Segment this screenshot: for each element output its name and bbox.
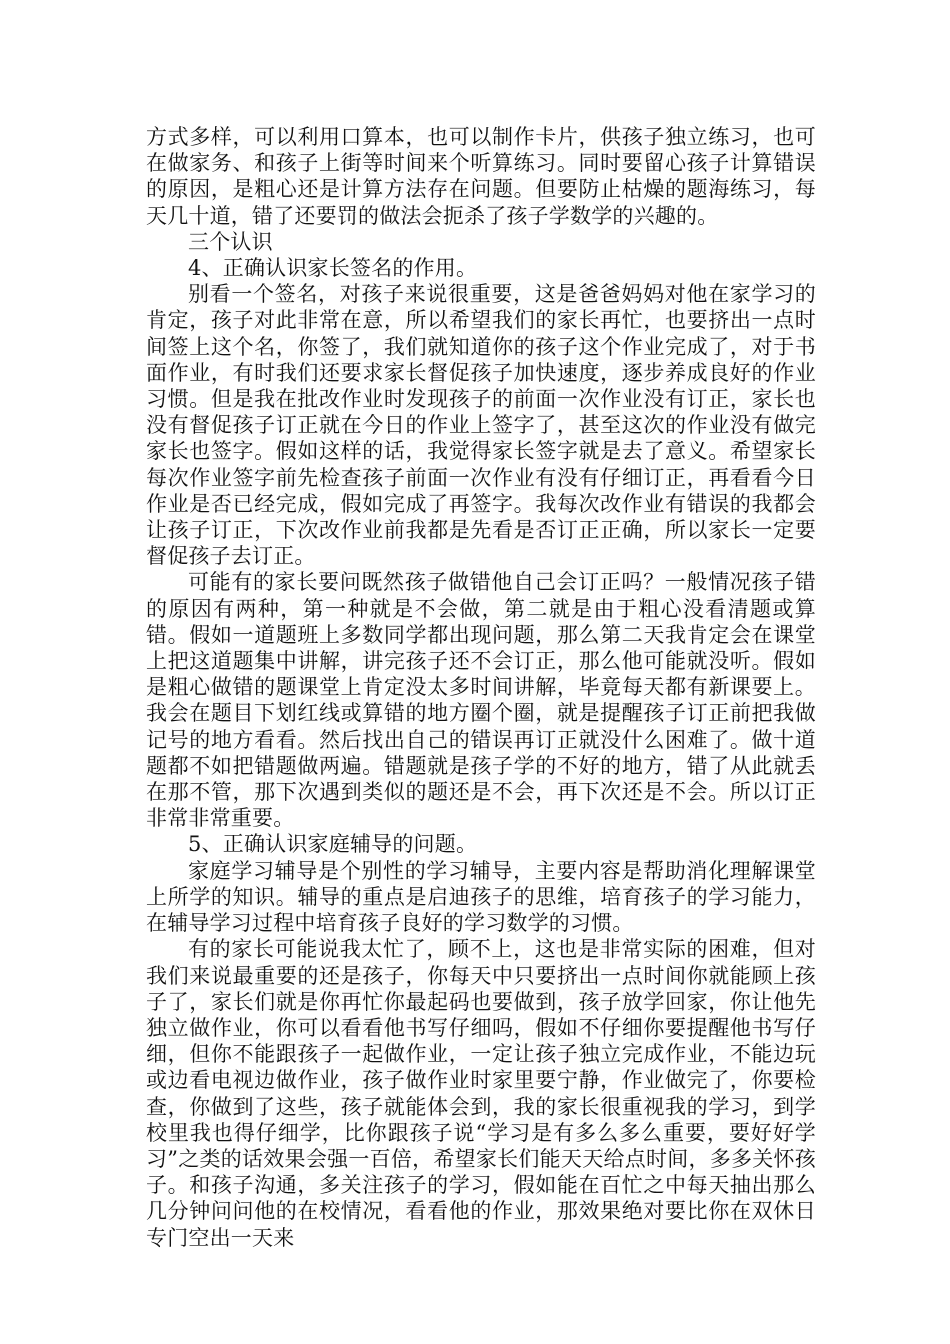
paragraph-1: 方式多样，可以利用口算本，也可以制作卡片，供孩子独立练习，也可在做家务、和孩子上街等时间来个听算练习。同时要留心孩子计算错误的原因，是粗心还是计算方法存在问题。但要防止枯燥的题海练习，每天几十道，错了还要罚的做法会扼杀了孩子学数学的兴趣的。	[146, 125, 816, 228]
paragraph-7: 家庭学习辅导是个别性的学习辅导，主要内容是帮助消化理解课堂上所学的知识。辅导的重点是启迪孩子的思维，培育孩子的学习能力，在辅导学习过程中培育孩子良好的学习数学的习惯。	[146, 858, 816, 936]
section-heading-5: 5、正确认识家庭辅导的问题。	[188, 832, 478, 857]
section-heading-4: 4、正确认识家长签名的作用。	[188, 256, 478, 281]
paragraph-8: 有的家长可能说我太忙了，顾不上，这也是非常实际的困难，但对我们来说最重要的还是孩子，你每天中只要挤出一点时间你就能顾上孩子了，家长们就是你再忙你最起码也要做到，孩子放学回家，你让他先独立做作业，你可以看看他书写仔细吗，假如不仔细你要提醒他书写仔细，但你不能跟孩子一起做作业，一定让孩子独立完成作业，不能边玩或边看电视边做作业，孩子做作业时家里要宁静，作业做完了，你要检查，你做到了这些，孩子就能体会到，我的家长很重视我的学习，到学校里我也得仔细学，比你跟孩子说“学习是有多么多么重要，要好好学习”之类的话效果会强一百倍，希望家长们能天天给点时间，多多关怀孩子。和孩子沟通，多关注孩子的学习，假如能在百忙之中每天抽出那么几分钟问问他的在校情况，看看他的作业，那效果绝对要比你在双休日专门空出一天来	[146, 937, 816, 1250]
document-body	[146, 124, 816, 1251]
paragraph-5: 可能有的家长要问既然孩子做错他自己会订正吗？一般情况孩子错的原因有两种，第一种就是不会做，第二就是由于粗心没看清题或算错。假如一道题班上多数同学都出现问题，那么第二天我肯定会在课堂上把这道题集中讲解，讲完孩子还不会订正，那么他可能就没听。假如是粗心做错的题课堂上肯定没太多时间讲解，毕竟每天都有新课要上。我会在题目下划红线或算错的地方圈个圈，就是提醒孩子订正前把我做记号的地方看看。然后找出自己的错误再订正就没什么困难了。做十道题都不如把错题做两遍。错题就是孩子学的不好的地方，错了从此就丢在那不管，那下次遇到类似的题还是不会，再下次还是不会。所以订正非常非常重要。	[146, 570, 816, 831]
paragraph-4: 别看一个签名，对孩子来说很重要，这是爸爸妈妈对他在家学习的肯定，孩子对此非常在意，所以希望我们的家长再忙，也要挤出一点时间签上这个名，你签了，我们就知道你的孩子这个作业完成了，对于书面作业，有时我们还要求家长督促孩子加快速度，逐步养成良好的作业习惯。但是我在批改作业时发现孩子的前面一次作业没有订正，家长也没有督促孩子订正就在今日的作业上签字了，甚至这次的作业没有做完家长也签字。假如这样的话，我觉得家长签字就是去了意义。希望家长每次作业签字前先检查孩子前面一次作业有没有仔细订正，再看看今日作业是否已经完成，假如完成了再签字。我每次改作业有错误的我都会让孩子订正，下次改作业前我都是先看是否订正正确，所以家长一定要督促孩子去订正。	[146, 282, 816, 569]
section-heading-three-understandings: 三个认识	[188, 229, 273, 254]
